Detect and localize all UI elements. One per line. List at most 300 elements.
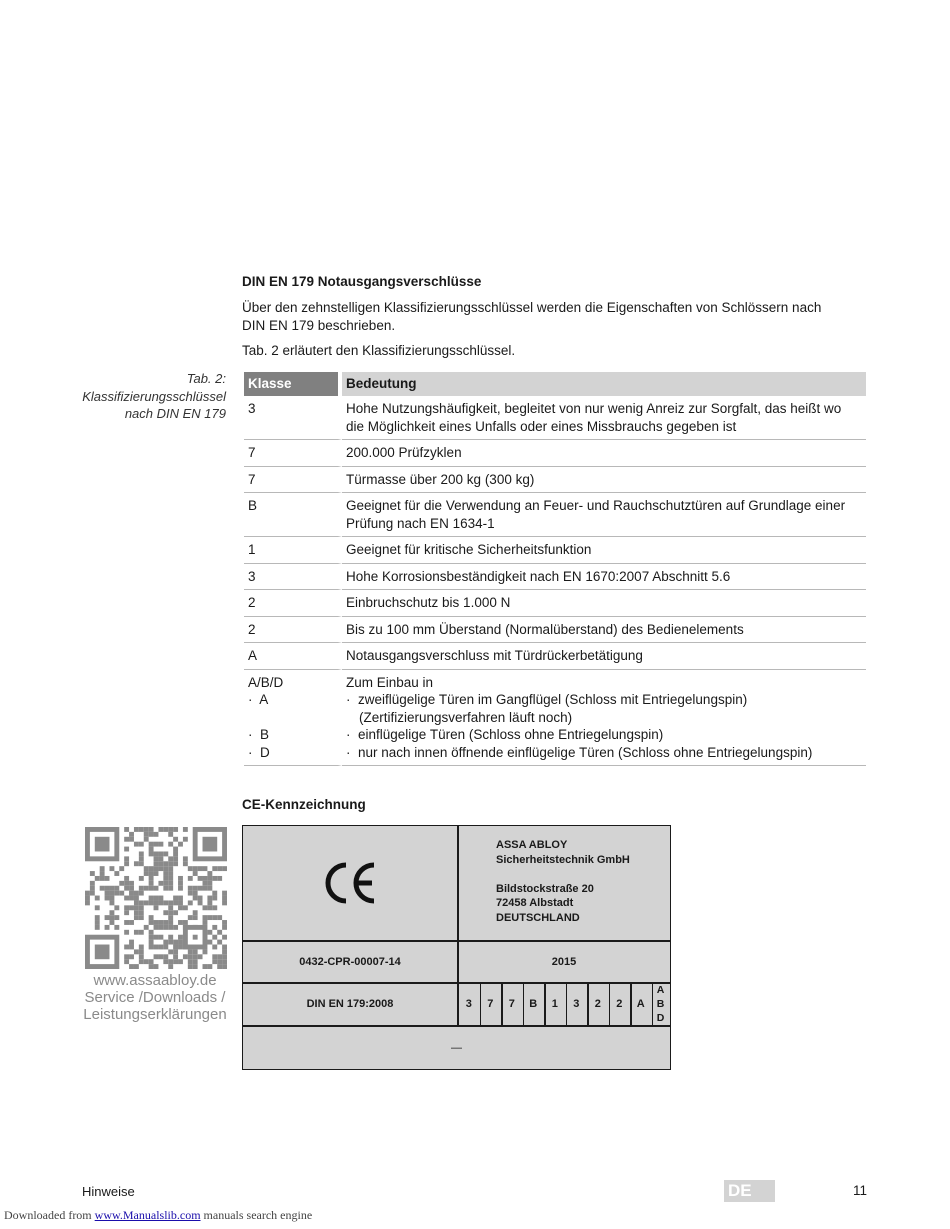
qr-module	[188, 954, 193, 959]
qr-module	[154, 920, 159, 925]
qr-module	[139, 891, 144, 896]
qr-module	[154, 856, 159, 861]
qr-module	[129, 940, 134, 945]
qr-module	[158, 945, 163, 950]
bullet: ·	[346, 692, 351, 707]
qr-module	[173, 910, 178, 915]
qr-module	[149, 876, 154, 881]
manualslib-link[interactable]: www.Manualslib.com	[94, 1208, 201, 1222]
mounting-item-a	[346, 691, 862, 709]
qr-module	[163, 900, 168, 905]
qr-module	[173, 940, 178, 945]
qr-module	[173, 954, 178, 959]
qr-module	[168, 940, 173, 945]
qr-module	[149, 851, 154, 856]
mounting-item-d	[346, 744, 862, 762]
qr-module	[95, 905, 100, 910]
ce-divider	[501, 983, 503, 1025]
qr-module	[222, 920, 227, 925]
qr-module	[149, 886, 154, 891]
qr-module	[124, 930, 129, 935]
qr-module	[154, 851, 159, 856]
ce-divider	[630, 983, 632, 1025]
qr-module	[203, 920, 208, 925]
cell-bedeutung: Hohe Nutzungshäufigkeit, begleitet von nur wenig Anreiz zur Sorgfalt, das heißt wo die Möglichkeit eines Unfalls oder eines Missbrauchs gegeben ist	[342, 396, 866, 440]
qr-module	[163, 881, 168, 886]
qr-finder-core	[95, 945, 110, 960]
qr-module	[100, 866, 105, 871]
qr-module	[193, 954, 198, 959]
table-caption	[60, 370, 226, 423]
qr-module	[193, 866, 198, 871]
qr-module	[129, 954, 134, 959]
qr-module	[193, 896, 198, 901]
qr-module	[168, 832, 173, 837]
qr-module	[129, 896, 134, 901]
qr-module	[109, 866, 114, 871]
qr-module	[178, 940, 183, 945]
qr-module	[144, 837, 149, 842]
qr-module	[149, 827, 154, 832]
table-row	[244, 440, 866, 467]
qr-module	[124, 881, 129, 886]
bullet: ·	[248, 744, 253, 760]
qr-caption-line: Service /Downloads /	[84, 989, 226, 1006]
qr-module	[144, 832, 149, 837]
cell-klasse: 7	[244, 440, 342, 467]
address-line: DEUTSCHLAND	[496, 911, 580, 924]
klasse-item-a	[248, 691, 334, 709]
qr-module	[90, 886, 95, 891]
qr-module	[163, 866, 168, 871]
address-line: 72458 Albstadt	[496, 897, 574, 909]
qr-module	[193, 871, 198, 876]
qr-module	[85, 891, 90, 896]
qr-module	[139, 827, 144, 832]
qr-module	[188, 900, 193, 905]
qr-module	[212, 896, 217, 901]
qr-module	[168, 876, 173, 881]
qr-module	[193, 949, 198, 954]
qr-module	[168, 886, 173, 891]
download-suffix: manuals search engine	[203, 1208, 313, 1222]
address-line: Bildstockstraße 20	[496, 882, 594, 895]
qr-module	[178, 842, 183, 847]
qr-finder-core	[95, 837, 110, 852]
cell-bedeutung: Geeignet für die Verwendung an Feuer- und Rauchschutztüren auf Grundlage einer Prüfung nach EN 1634-1	[342, 493, 866, 537]
qr-module	[178, 881, 183, 886]
ce-year: 2015	[551, 955, 577, 968]
qr-module	[134, 861, 139, 866]
mounting-item-a-note: (Zertifizierungsverfahren läuft noch)	[359, 709, 573, 725]
qr-module	[124, 856, 129, 861]
qr-module	[163, 925, 168, 930]
cell-bedeutung: Notausgangsverschluss mit Türdrückerbetätigung	[342, 643, 866, 670]
qr-module	[149, 900, 154, 905]
qr-module	[173, 925, 178, 930]
code-cell: 1	[551, 998, 558, 1010]
qr-module	[154, 945, 159, 950]
qr-module	[124, 861, 129, 866]
table-row	[244, 564, 866, 591]
qr-module	[149, 842, 154, 847]
qr-module	[129, 945, 134, 950]
qr-module	[154, 871, 159, 876]
qr-module	[95, 915, 100, 920]
qr-module	[163, 886, 168, 891]
code-cell: 2	[594, 998, 601, 1010]
qr-module	[188, 876, 193, 881]
qr-module	[217, 954, 222, 959]
qr-module	[207, 930, 212, 935]
qr-module	[158, 900, 163, 905]
qr-module	[207, 876, 212, 881]
qr-module	[154, 896, 159, 901]
qr-module	[105, 925, 110, 930]
qr-module	[154, 905, 159, 910]
qr-module	[168, 910, 173, 915]
qr-module	[212, 935, 217, 940]
qr-module	[105, 915, 110, 920]
qr-module	[158, 856, 163, 861]
code-cell: 2	[616, 998, 623, 1010]
qr-module	[158, 827, 163, 832]
qr-module	[95, 920, 100, 925]
spacer-line	[248, 709, 334, 727]
qr-module	[198, 954, 203, 959]
qr-module	[212, 876, 217, 881]
qr-module	[203, 886, 208, 891]
ce-divider	[652, 983, 654, 1025]
qr-module	[212, 891, 217, 896]
qr-module	[198, 896, 203, 901]
qr-module	[222, 964, 227, 969]
qr-module	[154, 886, 159, 891]
klasse-item-text: B	[260, 727, 270, 742]
qr-module	[222, 891, 227, 896]
qr-module	[149, 896, 154, 901]
table-row	[244, 537, 866, 564]
qr-module	[129, 832, 134, 837]
qr-module	[158, 881, 163, 886]
intro-paragraph: Über den zehnstelligen Klassifizierungsschlüssel werden die Eigenschaften von Schlössern nach DIN EN 179 beschrieben.	[242, 300, 822, 333]
qr-module	[173, 851, 178, 856]
qr-module	[207, 886, 212, 891]
qr-module	[95, 925, 100, 930]
qr-module	[163, 940, 168, 945]
cell-klasse: A	[244, 643, 342, 670]
qr-module	[144, 925, 149, 930]
qr-module	[95, 896, 100, 901]
qr-module	[144, 871, 149, 876]
qr-module	[139, 851, 144, 856]
table-row-mounting	[244, 670, 866, 767]
qr-module	[139, 856, 144, 861]
qr-module	[129, 905, 134, 910]
qr-module	[163, 954, 168, 959]
qr-module	[105, 886, 110, 891]
header-klasse: Klasse	[244, 372, 342, 396]
qr-module	[124, 954, 129, 959]
qr-module	[222, 959, 227, 964]
bullet: ·	[248, 692, 253, 707]
qr-module	[134, 900, 139, 905]
qr-module	[95, 876, 100, 881]
qr-module	[222, 935, 227, 940]
qr-module	[193, 915, 198, 920]
qr-module	[222, 900, 227, 905]
klasse-item-text: A	[259, 692, 269, 707]
table-row	[244, 643, 866, 670]
qr-module	[114, 905, 119, 910]
ce-label-box	[242, 825, 671, 1070]
qr-module	[212, 945, 217, 950]
qr-module	[90, 871, 95, 876]
qr-module	[183, 856, 188, 861]
qr-module	[217, 876, 222, 881]
qr-module	[212, 959, 217, 964]
qr-module	[178, 945, 183, 950]
qr-module	[198, 866, 203, 871]
qr-module	[193, 964, 198, 969]
company-line: Sicherheitstechnik GmbH	[496, 853, 630, 866]
qr-module	[158, 896, 163, 901]
qr-module	[168, 861, 173, 866]
cell-bedeutung: 200.000 Prüfzyklen	[342, 440, 866, 467]
qr-module	[129, 920, 134, 925]
qr-module	[163, 945, 168, 950]
qr-module	[183, 954, 188, 959]
qr-module	[198, 900, 203, 905]
qr-module	[154, 925, 159, 930]
qr-module	[124, 847, 129, 852]
download-note	[4, 1208, 312, 1223]
qr-module	[109, 915, 114, 920]
qr-module	[129, 891, 134, 896]
qr-module	[193, 886, 198, 891]
qr-module	[212, 905, 217, 910]
qr-module	[154, 861, 159, 866]
qr-module	[105, 896, 110, 901]
code-cell: 3	[465, 998, 472, 1010]
qr-module	[178, 900, 183, 905]
cell-klasse-mounting	[244, 670, 342, 767]
qr-module	[154, 842, 159, 847]
qr-module	[158, 851, 163, 856]
qr-module	[109, 900, 114, 905]
qr-module	[85, 900, 90, 905]
cell-bedeutung: Bis zu 100 mm Überstand (Normalüberstand) des Bedienelements	[342, 617, 866, 644]
qr-module	[149, 945, 154, 950]
qr-module	[178, 905, 183, 910]
qr-module	[198, 876, 203, 881]
table-row	[244, 493, 866, 537]
qr-module	[134, 910, 139, 915]
qr-module	[134, 964, 139, 969]
qr-module	[114, 915, 119, 920]
mounting-item-b	[346, 726, 862, 744]
qr-module	[158, 866, 163, 871]
qr-module	[188, 915, 193, 920]
qr-caption	[70, 972, 240, 1023]
qr-module	[203, 866, 208, 871]
qr-module	[203, 876, 208, 881]
qr-module	[144, 827, 149, 832]
qr-module	[100, 876, 105, 881]
qr-module	[173, 856, 178, 861]
qr-module	[222, 949, 227, 954]
qr-module	[100, 871, 105, 876]
qr-module	[139, 842, 144, 847]
cell-bedeutung: Türmasse über 200 kg (300 kg)	[342, 467, 866, 494]
qr-module	[124, 959, 129, 964]
qr-module	[173, 896, 178, 901]
qr-module	[183, 837, 188, 842]
qr-module	[134, 842, 139, 847]
qr-module	[168, 925, 173, 930]
qr-module	[109, 910, 114, 915]
qr-module	[178, 896, 183, 901]
qr-module	[144, 886, 149, 891]
qr-module	[217, 959, 222, 964]
mounting-item-text: nur nach innen öffnende einflügelige Türen (Schloss ohne Entriegelungspin)	[358, 744, 813, 760]
qr-module	[168, 959, 173, 964]
qr-module	[217, 940, 222, 945]
qr-module	[134, 930, 139, 935]
qr-module	[163, 861, 168, 866]
qr-module	[222, 954, 227, 959]
qr-caption-url: www.assaabloy.de	[93, 972, 217, 989]
qr-module	[193, 959, 198, 964]
qr-module	[119, 866, 124, 871]
cell-bedeutung: Hohe Korrosionsbeständigkeit nach EN 1670:2007 Abschnitt 5.6	[342, 564, 866, 591]
qr-module	[139, 945, 144, 950]
qr-module	[178, 959, 183, 964]
qr-module	[139, 876, 144, 881]
qr-module	[158, 954, 163, 959]
qr-module	[203, 905, 208, 910]
code-cell: 7	[508, 998, 515, 1010]
qr-module	[163, 876, 168, 881]
qr-module	[109, 886, 114, 891]
qr-module	[158, 935, 163, 940]
qr-module	[134, 905, 139, 910]
qr-module	[173, 827, 178, 832]
qr-module	[168, 935, 173, 940]
download-prefix: Downloaded from	[4, 1208, 92, 1222]
qr-module	[129, 886, 134, 891]
code-cell: A	[636, 998, 645, 1010]
qr-module	[203, 964, 208, 969]
qr-module	[207, 905, 212, 910]
qr-module	[114, 871, 119, 876]
ce-bottom-field: —	[451, 1041, 462, 1054]
mounting-intro: Zum Einbau in	[346, 674, 434, 690]
qr-module	[188, 949, 193, 954]
qr-module	[114, 886, 119, 891]
company-line: ASSA ABLOY	[496, 839, 568, 851]
code-cell: B	[529, 998, 538, 1010]
qr-module	[149, 940, 154, 945]
qr-module	[193, 891, 198, 896]
qr-module	[124, 827, 129, 832]
qr-module	[154, 866, 159, 871]
qr-module	[222, 896, 227, 901]
qr-module	[217, 930, 222, 935]
qr-module	[124, 896, 129, 901]
qr-module	[154, 832, 159, 837]
cell-klasse: 7	[244, 467, 342, 494]
qr-module	[183, 827, 188, 832]
bullet: ·	[346, 727, 351, 742]
qr-module	[149, 866, 154, 871]
qr-module	[149, 832, 154, 837]
spacer-line	[496, 867, 666, 882]
code-cell: 3	[573, 998, 580, 1010]
qr-module	[168, 964, 173, 969]
footer-section-name: Hinweise	[82, 1184, 135, 1199]
qr-module	[149, 959, 154, 964]
qr-module	[149, 871, 154, 876]
qr-module	[139, 905, 144, 910]
qr-module	[222, 866, 227, 871]
qr-module	[124, 837, 129, 842]
qr-module	[178, 876, 183, 881]
cell-klasse: 2	[244, 617, 342, 644]
qr-module	[173, 837, 178, 842]
klasse-label: A/B/D	[248, 674, 284, 690]
qr-module	[124, 876, 129, 881]
cert-number: 0432-CPR-00007-14	[299, 955, 401, 968]
qr-module	[114, 925, 119, 930]
qr-module	[139, 900, 144, 905]
cell-klasse: 2	[244, 590, 342, 617]
qr-module	[149, 881, 154, 886]
klasse-item-b	[248, 726, 334, 744]
table-row	[244, 590, 866, 617]
qr-module	[207, 964, 212, 969]
qr-module	[168, 881, 173, 886]
bullet: ·	[346, 744, 351, 760]
qr-module	[124, 905, 129, 910]
cell-klasse: 1	[244, 537, 342, 564]
qr-module	[178, 920, 183, 925]
qr-module	[134, 827, 139, 832]
klasse-item-text: D	[260, 744, 270, 760]
cell-bedeutung: Geeignet für kritische Sicherheitsfunktion	[342, 537, 866, 564]
qr-module	[154, 900, 159, 905]
table-row	[244, 396, 866, 440]
manufacturer-block	[496, 838, 666, 925]
qr-module	[168, 871, 173, 876]
qr-module	[158, 861, 163, 866]
qr-module	[85, 896, 90, 901]
qr-module	[183, 920, 188, 925]
qr-module	[188, 964, 193, 969]
qr-module	[90, 881, 95, 886]
page-number: 11	[853, 1183, 868, 1198]
qr-module	[168, 905, 173, 910]
ce-divider	[587, 983, 589, 1025]
qr-module	[188, 959, 193, 964]
qr-module	[144, 959, 149, 964]
qr-module	[139, 915, 144, 920]
qr-module	[139, 959, 144, 964]
qr-module	[207, 881, 212, 886]
code-letter: B	[656, 998, 665, 1010]
qr-module	[212, 866, 217, 871]
qr-module	[139, 861, 144, 866]
